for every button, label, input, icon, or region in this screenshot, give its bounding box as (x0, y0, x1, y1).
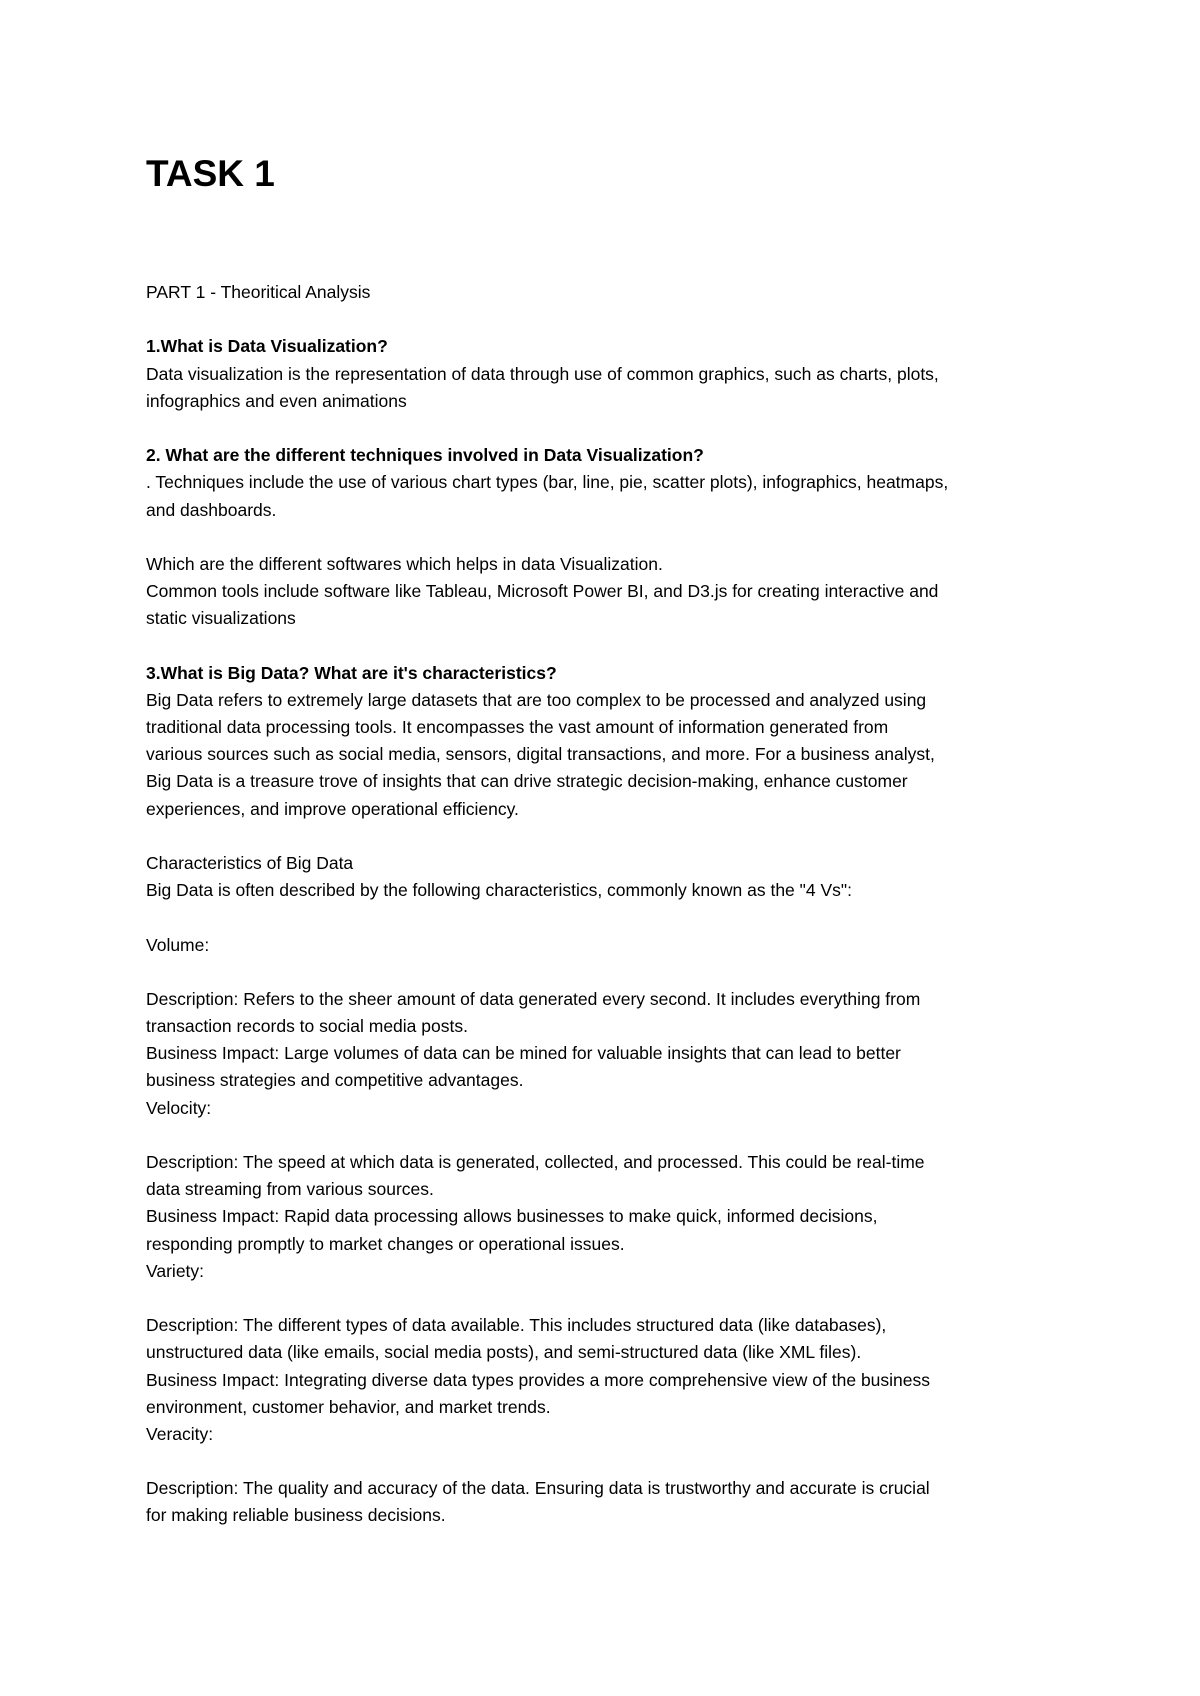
body-line: unstructured data (like emails, social media posts), and semi-structured data (like XML files). (146, 1342, 862, 1363)
body-line: Variety: (146, 1260, 205, 1281)
question-heading: 1.What is Data Visualization? (146, 336, 388, 357)
question-heading: 3.What is Big Data? What are it's characteristics? (146, 662, 557, 683)
question-heading: 2. What are the different techniques involved in Data Visualization? (146, 445, 704, 466)
body-line: Characteristics of Big Data (146, 852, 354, 873)
blank-line (146, 959, 1066, 986)
body-line: for making reliable business decisions. (146, 1505, 446, 1526)
body-line: Data visualization is the representation of data through use of common graphics, such as charts, plots, (146, 363, 939, 384)
body-line: data streaming from various sources. (146, 1179, 434, 1200)
blank-line (146, 415, 1066, 442)
body-line: transaction records to social media posts. (146, 1016, 468, 1037)
body-line: Which are the different softwares which helps in data Visualization. (146, 553, 663, 574)
body-line: static visualizations (146, 608, 296, 629)
body-line: Business Impact: Rapid data processing allows businesses to make quick, informed decisions, (146, 1206, 878, 1227)
body-line: PART 1 - Theoritical Analysis (146, 282, 371, 302)
body-line: environment, customer behavior, and market trends. (146, 1396, 551, 1417)
blank-line (146, 1448, 1066, 1475)
body-line: infographics and even animations (146, 390, 407, 411)
body-line: traditional data processing tools. It encompasses the vast amount of information generated from (146, 717, 889, 737)
body-line: Description: The quality and accuracy of the data. Ensuring data is trustworthy and accurate is crucial (146, 1478, 930, 1499)
body-line: Common tools include software like Tableau, Microsoft Power BI, and D3.js for creating interactive and (146, 581, 939, 602)
body-line: and dashboards. (146, 499, 277, 520)
body-line: Business Impact: Integrating diverse data types provides a more comprehensive view of the business (146, 1369, 931, 1390)
body-line: Big Data refers to extremely large datasets that are too complex to be processed and analyzed using (146, 689, 927, 710)
blank-line (146, 306, 1066, 333)
document-body (146, 279, 1066, 1530)
blank-line (146, 1122, 1066, 1149)
blank-line (146, 823, 1066, 850)
body-line: Veracity: (146, 1423, 214, 1444)
body-line: Big Data is often described by the following characteristics, commonly known as the "4 Vs": (146, 880, 852, 901)
body-line: Business Impact: Large volumes of data can be mined for valuable insights that can lead to better (146, 1043, 901, 1064)
body-line: business strategies and competitive advantages. (146, 1070, 524, 1091)
body-line: Description: The speed at which data is generated, collected, and processed. This could be real-time (146, 1152, 925, 1172)
body-line: Big Data is a treasure trove of insights that can drive strategic decision-making, enhance customer (146, 771, 908, 792)
body-line: Velocity: (146, 1097, 212, 1118)
body-line: various sources such as social media, sensors, digital transactions, and more. For a business analyst, (146, 744, 935, 765)
blank-line (146, 904, 1066, 931)
body-line: Description: Refers to the sheer amount of data generated every second. It includes everything from (146, 988, 921, 1009)
body-line: responding promptly to market changes or operational issues. (146, 1233, 625, 1254)
blank-line (146, 524, 1066, 551)
body-line: experiences, and improve operational efficiency. (146, 798, 519, 819)
body-line: . Techniques include the use of various chart types (bar, line, pie, scatter plots), infographics, heatmaps, (146, 472, 949, 493)
document-title: TASK 1 (146, 153, 275, 194)
blank-line (146, 1285, 1066, 1312)
body-line: Volume: (146, 934, 210, 955)
body-line: Description: The different types of data available. This includes structured data (like databases), (146, 1315, 887, 1336)
blank-line (146, 632, 1066, 659)
